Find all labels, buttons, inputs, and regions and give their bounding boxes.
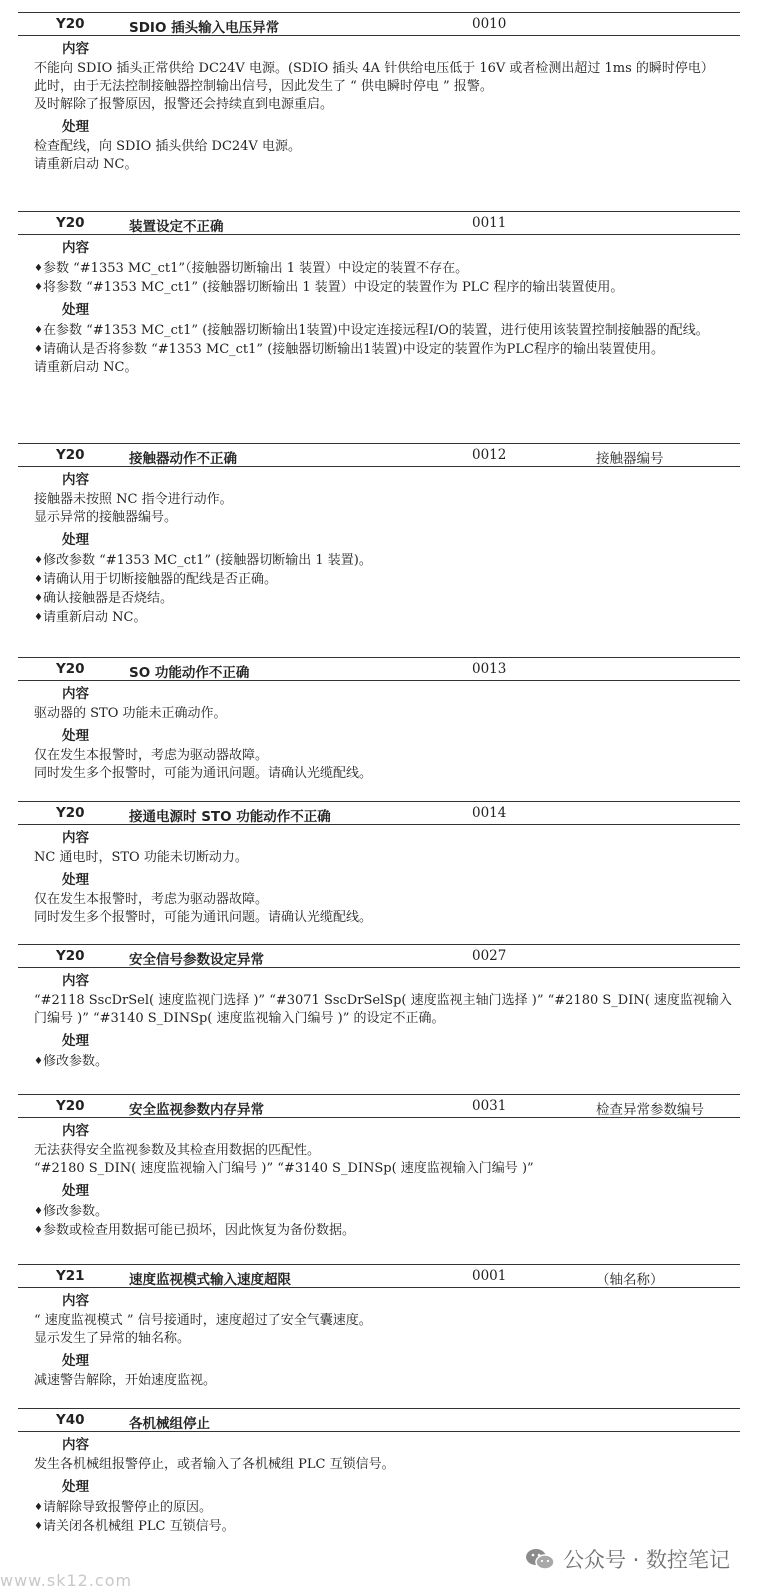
action-bullet-item <box>34 551 742 570</box>
bullet-icon: ♦ <box>34 555 43 566</box>
action-text: 同时发生多个报警时，可能为通讯问题。请确认光缆配线。 <box>34 910 373 925</box>
alarm-code: Y20 <box>56 661 85 677</box>
alarm-number: 0031 <box>472 1098 507 1114</box>
content-label: 内容 <box>62 240 89 256</box>
action-bullet-item <box>34 570 742 589</box>
alarm-header <box>18 211 740 235</box>
action-bullet-text: 请确认是否将参数 “#1353 MC_ct1” (接触器切断输出1装置)中设定的装置作为PLC程序的输出装置使用。 <box>43 342 664 357</box>
bullet-icon: ♦ <box>34 593 43 604</box>
content-text: 不能向 SDIO 插头正常供给 DC24V 电源。(SDIO 插头 4A 针供给电压低于 16V 或者检测出超过 1ms 的瞬时停电） <box>34 61 714 76</box>
alarm-title: 接通电源时 STO 功能动作不正确 <box>129 809 331 825</box>
alarm-entry <box>0 944 770 1071</box>
content-text: 显示发生了异常的轴名称。 <box>34 1331 191 1346</box>
alarm-entry <box>0 1264 770 1390</box>
content-text: NC 通电时，STO 功能未切断动力。 <box>34 850 248 865</box>
alarm-header <box>18 1094 740 1118</box>
bullet-icon: ♦ <box>34 574 43 585</box>
bullet-icon: ♦ <box>34 1521 43 1532</box>
alarm-number: 0027 <box>472 948 507 964</box>
alarm-number: 0011 <box>472 215 507 231</box>
alarm-title: 速度监视模式输入速度超限 <box>129 1272 291 1288</box>
alarm-title: SO 功能动作不正确 <box>129 665 250 681</box>
content-text: 此时，由于无法控制接触器控制输出信号，因此发生了 “ 供电瞬时停电 ” 报警。 <box>34 79 493 94</box>
content-label: 内容 <box>62 1123 89 1139</box>
alarm-code: Y20 <box>56 1098 85 1114</box>
action-bullet-item <box>34 1052 742 1071</box>
alarm-header <box>18 12 740 36</box>
content-text: 及时解除了报警原因，报警还会持续直到电源重启。 <box>34 97 334 112</box>
action-label: 处理 <box>62 119 89 135</box>
content-text: 无法获得安全监视参数及其检查用数据的匹配性。 <box>34 1143 321 1158</box>
watermark-text: 公众号 · 数控笔记 <box>562 1548 730 1572</box>
content-text: 接触器未按照 NC 指令进行动作。 <box>34 492 233 507</box>
watermark <box>525 1544 730 1574</box>
alarm-header <box>18 1264 740 1288</box>
action-bullet-text: 请重新启动 NC。 <box>43 610 147 625</box>
alarm-title: 安全监视参数内存异常 <box>129 1102 264 1118</box>
alarm-entry <box>0 1094 770 1240</box>
alarm-title: 各机械组停止 <box>129 1416 210 1432</box>
action-bullet-item <box>34 1202 742 1221</box>
alarm-number: 0012 <box>472 447 507 463</box>
content-bullet-text: 参数 “#1353 MC_ct1”（接触器切断输出 1 装置）中设定的装置不存在。 <box>43 261 469 276</box>
action-label: 处理 <box>62 302 89 318</box>
alarm-entry <box>0 12 770 174</box>
content-text: “#2118 SscDrSel( 速度监视门选择 )” “#3071 SscDrSelSp( 速度监视主轴门选择 )” “#2180 S_DIN( 速度监视输入门编号 )” “#3140 S_DINSp( 速度监视输入门编号 )” 的设定不正确。 <box>34 993 732 1026</box>
alarm-code: Y21 <box>56 1268 85 1284</box>
action-text: 仅在发生本报警时，考虑为驱动器故障。 <box>34 748 269 763</box>
alarm-header <box>18 801 740 825</box>
action-label: 处理 <box>62 872 89 888</box>
alarm-title: 接触器动作不正确 <box>129 451 237 467</box>
content-bullet-text: 将参数 “#1353 MC_ct1” (接触器切断输出 1 装置）中设定的装置作为 PLC 程序的输出装置使用。 <box>43 280 624 295</box>
alarm-code: Y20 <box>56 948 85 964</box>
action-label: 处理 <box>62 532 89 548</box>
bullet-icon: ♦ <box>34 282 43 293</box>
action-bullet-text: 请关闭各机械组 PLC 互锁信号。 <box>43 1519 235 1534</box>
action-label: 处理 <box>62 1183 89 1199</box>
content-label: 内容 <box>62 1437 89 1453</box>
content-label: 内容 <box>62 973 89 989</box>
bullet-icon: ♦ <box>34 1502 43 1513</box>
alarm-number: 0001 <box>472 1268 507 1284</box>
bullet-icon: ♦ <box>34 1206 43 1217</box>
action-bullet-text: 请确认用于切断接触器的配线是否正确。 <box>43 572 278 587</box>
bullet-icon: ♦ <box>34 344 43 355</box>
action-bullet-item <box>34 1498 742 1517</box>
alarm-extra: 检查异常参数编号 <box>596 1102 704 1118</box>
alarm-title: SDIO 插头输入电压异常 <box>129 20 280 36</box>
alarm-code: Y40 <box>56 1412 85 1428</box>
action-bullet-text: 修改参数 “#1353 MC_ct1” (接触器切断输出 1 装置)。 <box>43 553 372 568</box>
alarm-entry <box>0 657 770 783</box>
alarm-number: 0013 <box>472 661 507 677</box>
alarm-code: Y20 <box>56 805 85 821</box>
bullet-icon: ♦ <box>34 1056 43 1067</box>
alarm-header <box>18 1408 740 1432</box>
action-label: 处理 <box>62 1353 89 1369</box>
action-bullet-item <box>34 1221 742 1240</box>
action-bullet-item <box>34 321 742 340</box>
action-label: 处理 <box>62 728 89 744</box>
bullet-icon: ♦ <box>34 263 43 274</box>
action-text: 减速警告解除，开始速度监视。 <box>34 1373 217 1388</box>
alarm-header <box>18 944 740 968</box>
content-text: “#2180 S_DIN( 速度监视输入门编号 )” “#3140 S_DINSp( 速度监视输入门编号 )” <box>34 1161 534 1176</box>
action-bullet-item <box>34 1517 742 1536</box>
alarm-extra: （轴名称） <box>596 1272 664 1288</box>
action-text: 检查配线，向 SDIO 插头供给 DC24V 电源。 <box>34 139 301 154</box>
alarm-entry <box>0 801 770 927</box>
alarm-title: 安全信号参数设定异常 <box>129 952 264 968</box>
alarm-code: Y20 <box>56 16 85 32</box>
bullet-icon: ♦ <box>34 325 43 336</box>
alarm-entry <box>0 443 770 627</box>
alarm-code: Y20 <box>56 215 85 231</box>
alarm-title: 装置设定不正确 <box>129 219 224 235</box>
content-label: 内容 <box>62 1293 89 1309</box>
action-text: 请重新启动 NC。 <box>34 360 138 375</box>
content-bullet-item <box>34 259 742 278</box>
bullet-icon: ♦ <box>34 612 43 623</box>
action-bullet-text: 确认接触器是否烧结。 <box>43 591 174 606</box>
action-bullet-item <box>34 608 742 627</box>
action-bullet-text: 在参数 “#1353 MC_ct1” (接触器切断输出1装置)中设定连接远程I/O的装置，进行使用该装置控制接触器的配线。 <box>43 323 709 338</box>
action-bullet-text: 参数或检查用数据可能已损坏，因此恢复为备份数据。 <box>43 1223 356 1238</box>
content-label: 内容 <box>62 472 89 488</box>
action-label: 处理 <box>62 1033 89 1049</box>
action-bullet-item <box>34 340 742 359</box>
alarm-header <box>18 657 740 681</box>
alarm-extra: 接触器编号 <box>596 451 664 467</box>
alarm-code: Y20 <box>56 447 85 463</box>
content-label: 内容 <box>62 686 89 702</box>
action-bullet-text: 请解除导致报警停止的原因。 <box>43 1500 213 1515</box>
wechat-icon <box>525 1547 555 1571</box>
alarm-number: 0010 <box>472 16 507 32</box>
alarm-header <box>18 443 740 467</box>
content-text: 驱动器的 STO 功能未正确动作。 <box>34 706 227 721</box>
content-label: 内容 <box>62 41 89 57</box>
alarm-entry <box>0 211 770 377</box>
bullet-icon: ♦ <box>34 1225 43 1236</box>
content-text: “ 速度监视模式 ” 信号接通时，速度超过了安全气囊速度。 <box>34 1313 372 1328</box>
site-watermark: www.sk12.com <box>0 1571 133 1590</box>
alarm-number: 0014 <box>472 805 507 821</box>
alarm-entry <box>0 1408 770 1536</box>
action-bullet-text: 修改参数。 <box>43 1054 109 1069</box>
action-text: 仅在发生本报警时，考虑为驱动器故障。 <box>34 892 269 907</box>
content-text: 显示异常的接触器编号。 <box>34 510 178 525</box>
content-label: 内容 <box>62 830 89 846</box>
content-text: 发生各机械组报警停止，或者输入了各机械组 PLC 互锁信号。 <box>34 1457 395 1472</box>
action-label: 处理 <box>62 1479 89 1495</box>
action-bullet-item <box>34 589 742 608</box>
action-text: 请重新启动 NC。 <box>34 157 138 172</box>
action-text: 同时发生多个报警时，可能为通讯问题。请确认光缆配线。 <box>34 766 373 781</box>
action-bullet-text: 修改参数。 <box>43 1204 109 1219</box>
content-bullet-item <box>34 278 742 297</box>
